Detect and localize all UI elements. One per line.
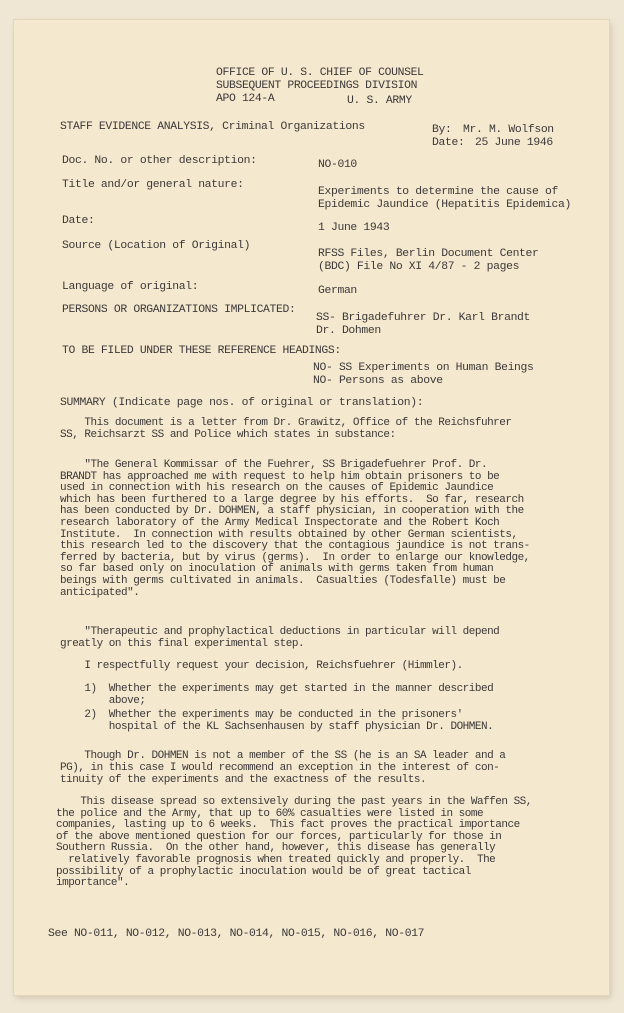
language-value: German	[318, 285, 357, 297]
filed-under-label: TO BE FILED UNDER THESE REFERENCE HEADINGS:	[62, 345, 341, 357]
disease-line: possibility of a prophylactic inoculation would be of great tactical	[56, 865, 471, 878]
intro-line: This document is a letter from Dr. Grawitz, Office of the Reichsfuhrer	[60, 417, 512, 429]
request-line: I respectfully request your decision, Reichsfuehrer (Himmler).	[60, 660, 463, 672]
request-item-1	[60, 683, 493, 707]
quote-line: research laboratory of the Army Medical Inspectorate and the Robert Koch	[60, 516, 500, 529]
disease-paragraph	[56, 797, 532, 890]
quote-line: so far based only on inoculation of animals with germs taken from human	[60, 563, 494, 576]
item-line: hospital of the KL Sachsenhausen by staff physician Dr. DOHMEN.	[60, 721, 494, 733]
quote-line: ferred by bacteria, but by virus (germs). In order to enlarge our knowledge,	[60, 551, 530, 564]
though-paragraph	[60, 750, 505, 786]
quote-line: has been conducted by Dr. DOHMEN, a staff physician, in cooperation with the	[60, 505, 524, 518]
title-line-2: Epidemic Jaundice (Hepatitis Epidemica)	[318, 199, 571, 211]
quote-line: BRANDT has approached me with request to help him obtain prisoners to be	[60, 470, 500, 483]
quote-line: Institute. In connection with results obtained by other German scientists,	[60, 528, 518, 541]
source-label: Source (Location of Original)	[62, 240, 251, 252]
language-label: Language of original:	[62, 281, 199, 293]
disease-line: importance".	[56, 877, 130, 890]
source-line-1: RFSS Files, Berlin Document Center	[318, 248, 539, 260]
filed-under-item-2: NO- Persons as above	[313, 375, 443, 387]
though-line: tinuity of the experiments and the exactness of the results.	[60, 774, 427, 786]
intro-line: SS, Reichsarzt SS and Police which states in substance:	[60, 429, 396, 441]
request-item-2	[60, 709, 493, 733]
summary-heading: SUMMARY (Indicate page nos. of original or translation):	[60, 397, 424, 409]
analysis-title: STAFF EVIDENCE ANALYSIS, Criminal Organizations	[60, 121, 365, 133]
disease-line: This disease spread so extensively during the past years in the Waffen SS,	[56, 796, 532, 808]
intro-paragraph	[60, 417, 511, 441]
persons-label: PERSONS OR ORGANIZATIONS IMPLICATED:	[62, 304, 296, 316]
quote-line: this research led to the discovery that the contagious jaundice is not trans-	[60, 540, 530, 553]
source-line-2: (BDC) File No XI 4/87 - 2 pages	[318, 261, 520, 273]
quote-line: anticipated".	[60, 586, 140, 599]
disease-line: of the above mentioned question for our forces, particularly for those in	[56, 830, 502, 843]
by-label: By:	[432, 124, 452, 136]
request-paragraph	[60, 660, 463, 672]
disease-line: companies, lasting up to 6 weeks. This fact proves the practical importance	[56, 819, 520, 832]
date-label: Date:	[432, 137, 465, 149]
disease-line: the police and the Army, that up to 60% casualties were listed in some	[56, 807, 484, 820]
header-office: OFFICE OF U. S. CHIEF OF COUNSEL	[216, 67, 424, 79]
header-army: U. S. ARMY	[347, 95, 412, 107]
item-line: 2) Whether the experiments may be conducted in the prisoners'	[60, 709, 463, 721]
item-line: 1) Whether the experiments may get started in the manner described	[60, 683, 494, 695]
date-field-label: Date:	[62, 215, 95, 227]
quote-line: beings with germs cultivated in animals. Casualties (Todesfalle) must be	[60, 574, 506, 587]
header-apo: APO 124-A	[216, 93, 275, 105]
by-value: Mr. M. Wolfson	[463, 124, 554, 136]
title-label: Title and/or general nature:	[62, 179, 244, 191]
though-line: Though Dr. DOHMEN is not a member of the SS (he is an SA leader and a	[60, 750, 506, 762]
doc-no-label: Doc. No. or other description:	[62, 155, 257, 167]
item-line: above;	[60, 695, 146, 707]
though-line: PG), in this case I would recommend an exception in the interest of con-	[60, 762, 500, 774]
quote-line: "The General Kommissar of the Fuehrer, SS Brigadefuehrer Prof. Dr.	[60, 459, 488, 471]
quote-line: greatly on this final experimental step.	[60, 638, 305, 650]
quote-line: "Therapeutic and prophylactical deductions in particular will depend	[60, 626, 500, 638]
quote-line: which has been furthered to a large degree by his efforts. So far, research	[60, 493, 524, 506]
date-value: 25 June 1946	[475, 137, 553, 149]
filed-under-item-1: NO- SS Experiments on Human Beings	[313, 362, 534, 374]
quote-line: used in connection with his research on the causes of Epidemic Jaundice	[60, 482, 494, 495]
date-field-value: 1 June 1943	[318, 222, 390, 234]
persons-line-1: SS- Brigadefuhrer Dr. Karl Brandt	[316, 312, 531, 324]
title-line-1: Experiments to determine the cause of	[318, 186, 558, 198]
header-division: SUBSEQUENT PROCEEDINGS DIVISION	[216, 80, 418, 92]
quote-paragraph-1	[60, 460, 530, 599]
disease-line: relatively favorable prognosis when treated quickly and properly. The	[56, 853, 496, 866]
see-also-references: See NO-011, NO-012, NO-013, NO-014, NO-015, NO-016, NO-017	[48, 928, 425, 940]
persons-line-2: Dr. Dohmen	[316, 325, 381, 337]
doc-no-value: NO-010	[318, 159, 357, 171]
quote-paragraph-2	[60, 626, 499, 650]
disease-line: Southern Russia. On the other hand, however, this disease has generally	[56, 842, 496, 855]
